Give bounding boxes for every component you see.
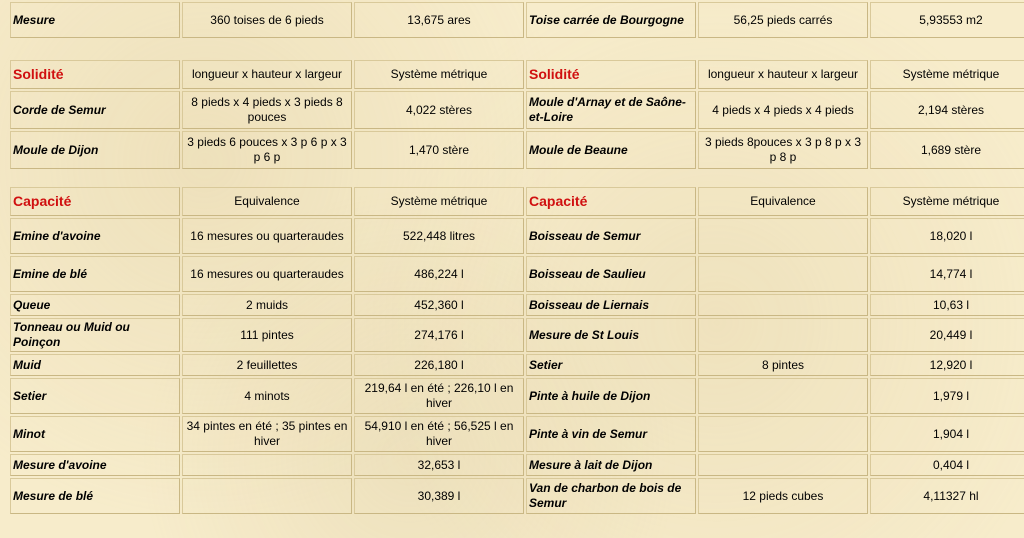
- table-row: [10, 294, 1024, 316]
- equivalence: 16 mesures ou quarteraudes: [182, 218, 352, 254]
- section-heading: Capacité: [526, 187, 696, 216]
- equivalence: 34 pintes en été ; 35 pintes en hiver: [182, 416, 352, 452]
- capacite-table: [8, 185, 1024, 516]
- table-row: [10, 354, 1024, 376]
- unit-name: Moule d'Arnay et de Saône-et-Loire: [526, 91, 696, 129]
- column-header: Equivalence: [182, 187, 352, 216]
- metric-value: 0,404 l: [870, 454, 1024, 476]
- metric-value: 1,979 l: [870, 378, 1024, 414]
- metric-value: 1,470 stère: [354, 131, 524, 169]
- column-header: Système métrique: [870, 187, 1024, 216]
- equivalence: [698, 294, 868, 316]
- metric-value: 219,64 l en été ; 226,10 l en hiver: [354, 378, 524, 414]
- metric-value: 2,194 stères: [870, 91, 1024, 129]
- unit-name: Moule de Beaune: [526, 131, 696, 169]
- table-row: [10, 378, 1024, 414]
- table-header-row: [10, 60, 1024, 89]
- equivalence: [182, 454, 352, 476]
- table-row: [10, 454, 1024, 476]
- unit-name: Queue: [10, 294, 180, 316]
- column-header: Système métrique: [870, 60, 1024, 89]
- unit-name: Corde de Semur: [10, 91, 180, 129]
- column-header: Système métrique: [354, 60, 524, 89]
- equivalence: [698, 416, 868, 452]
- unit-name: Boisseau de Semur: [526, 218, 696, 254]
- metric-value: 13,675 ares: [354, 2, 524, 38]
- unit-name: Boisseau de Saulieu: [526, 256, 696, 292]
- metric-value: 274,176 l: [354, 318, 524, 352]
- solidite-table: [8, 58, 1024, 171]
- metric-value: 522,448 litres: [354, 218, 524, 254]
- metric-value: 18,020 l: [870, 218, 1024, 254]
- unit-name: Muid: [10, 354, 180, 376]
- table-row: [10, 91, 1024, 129]
- equivalence: [698, 218, 868, 254]
- metric-value: 12,920 l: [870, 354, 1024, 376]
- equivalence: 56,25 pieds carrés: [698, 2, 868, 38]
- metric-value: 5,93553 m2: [870, 2, 1024, 38]
- section-heading: Capacité: [10, 187, 180, 216]
- metric-value: 452,360 l: [354, 294, 524, 316]
- equivalence: 360 toises de 6 pieds: [182, 2, 352, 38]
- unit-name: Mesure de blé: [10, 478, 180, 514]
- column-header: longueur x hauteur x largeur: [698, 60, 868, 89]
- table-row: [10, 256, 1024, 292]
- unit-name: Moule de Dijon: [10, 131, 180, 169]
- equivalence: 3 pieds 6 pouces x 3 p 6 p x 3 p 6 p: [182, 131, 352, 169]
- unit-name: Pinte à vin de Semur: [526, 416, 696, 452]
- equivalence: 8 pieds x 4 pieds x 3 pieds 8 pouces: [182, 91, 352, 129]
- column-header: longueur x hauteur x largeur: [182, 60, 352, 89]
- metric-value: 20,449 l: [870, 318, 1024, 352]
- unit-name: Emine d'avoine: [10, 218, 180, 254]
- equivalence: 111 pintes: [182, 318, 352, 352]
- table-row: [10, 218, 1024, 254]
- column-header: Equivalence: [698, 187, 868, 216]
- metric-value: 486,224 l: [354, 256, 524, 292]
- metric-value: 1,904 l: [870, 416, 1024, 452]
- table-row: [10, 131, 1024, 169]
- equivalence: 4 pieds x 4 pieds x 4 pieds: [698, 91, 868, 129]
- table-row: [10, 318, 1024, 352]
- unit-name: Van de charbon de bois de Semur: [526, 478, 696, 514]
- unit-name: Boisseau de Liernais: [526, 294, 696, 316]
- equivalence: 8 pintes: [698, 354, 868, 376]
- equivalence: [698, 378, 868, 414]
- metric-value: 14,774 l: [870, 256, 1024, 292]
- unit-name: Setier: [526, 354, 696, 376]
- equivalence: 4 minots: [182, 378, 352, 414]
- table-row: [10, 416, 1024, 452]
- equivalence: 3 pieds 8pouces x 3 p 8 p x 3 p 8 p: [698, 131, 868, 169]
- metric-value: 54,910 l en été ; 56,525 l en hiver: [354, 416, 524, 452]
- unit-name: Setier: [10, 378, 180, 414]
- metric-value: 4,022 stères: [354, 91, 524, 129]
- equivalence: [182, 478, 352, 514]
- unit-name: Toise carrée de Bourgogne: [526, 2, 696, 38]
- unit-name: Tonneau ou Muid ou Poinçon: [10, 318, 180, 352]
- equivalence: [698, 256, 868, 292]
- table-header-row: [10, 187, 1024, 216]
- unit-name: Minot: [10, 416, 180, 452]
- section-heading: Solidité: [10, 60, 180, 89]
- unit-name: Mesure d'avoine: [10, 454, 180, 476]
- unit-name: Mesure de St Louis: [526, 318, 696, 352]
- metric-value: 1,689 stère: [870, 131, 1024, 169]
- unit-name: Emine de blé: [10, 256, 180, 292]
- table-row: [10, 478, 1024, 514]
- equivalence: [698, 318, 868, 352]
- equivalence: 2 feuillettes: [182, 354, 352, 376]
- section-heading: Solidité: [526, 60, 696, 89]
- equivalence: [698, 454, 868, 476]
- equivalence: 16 mesures ou quarteraudes: [182, 256, 352, 292]
- unit-name: Mesure: [10, 2, 180, 38]
- metric-value: 30,389 l: [354, 478, 524, 514]
- metric-value: 226,180 l: [354, 354, 524, 376]
- metric-value: 4,11327 hl: [870, 478, 1024, 514]
- metric-value: 32,653 l: [354, 454, 524, 476]
- equivalence: 12 pieds cubes: [698, 478, 868, 514]
- unit-name: Mesure à lait de Dijon: [526, 454, 696, 476]
- metric-value: 10,63 l: [870, 294, 1024, 316]
- column-header: Système métrique: [354, 187, 524, 216]
- equivalence: 2 muids: [182, 294, 352, 316]
- superficie-table: [8, 0, 1024, 40]
- unit-name: Pinte à huile de Dijon: [526, 378, 696, 414]
- table-row: [10, 2, 1024, 38]
